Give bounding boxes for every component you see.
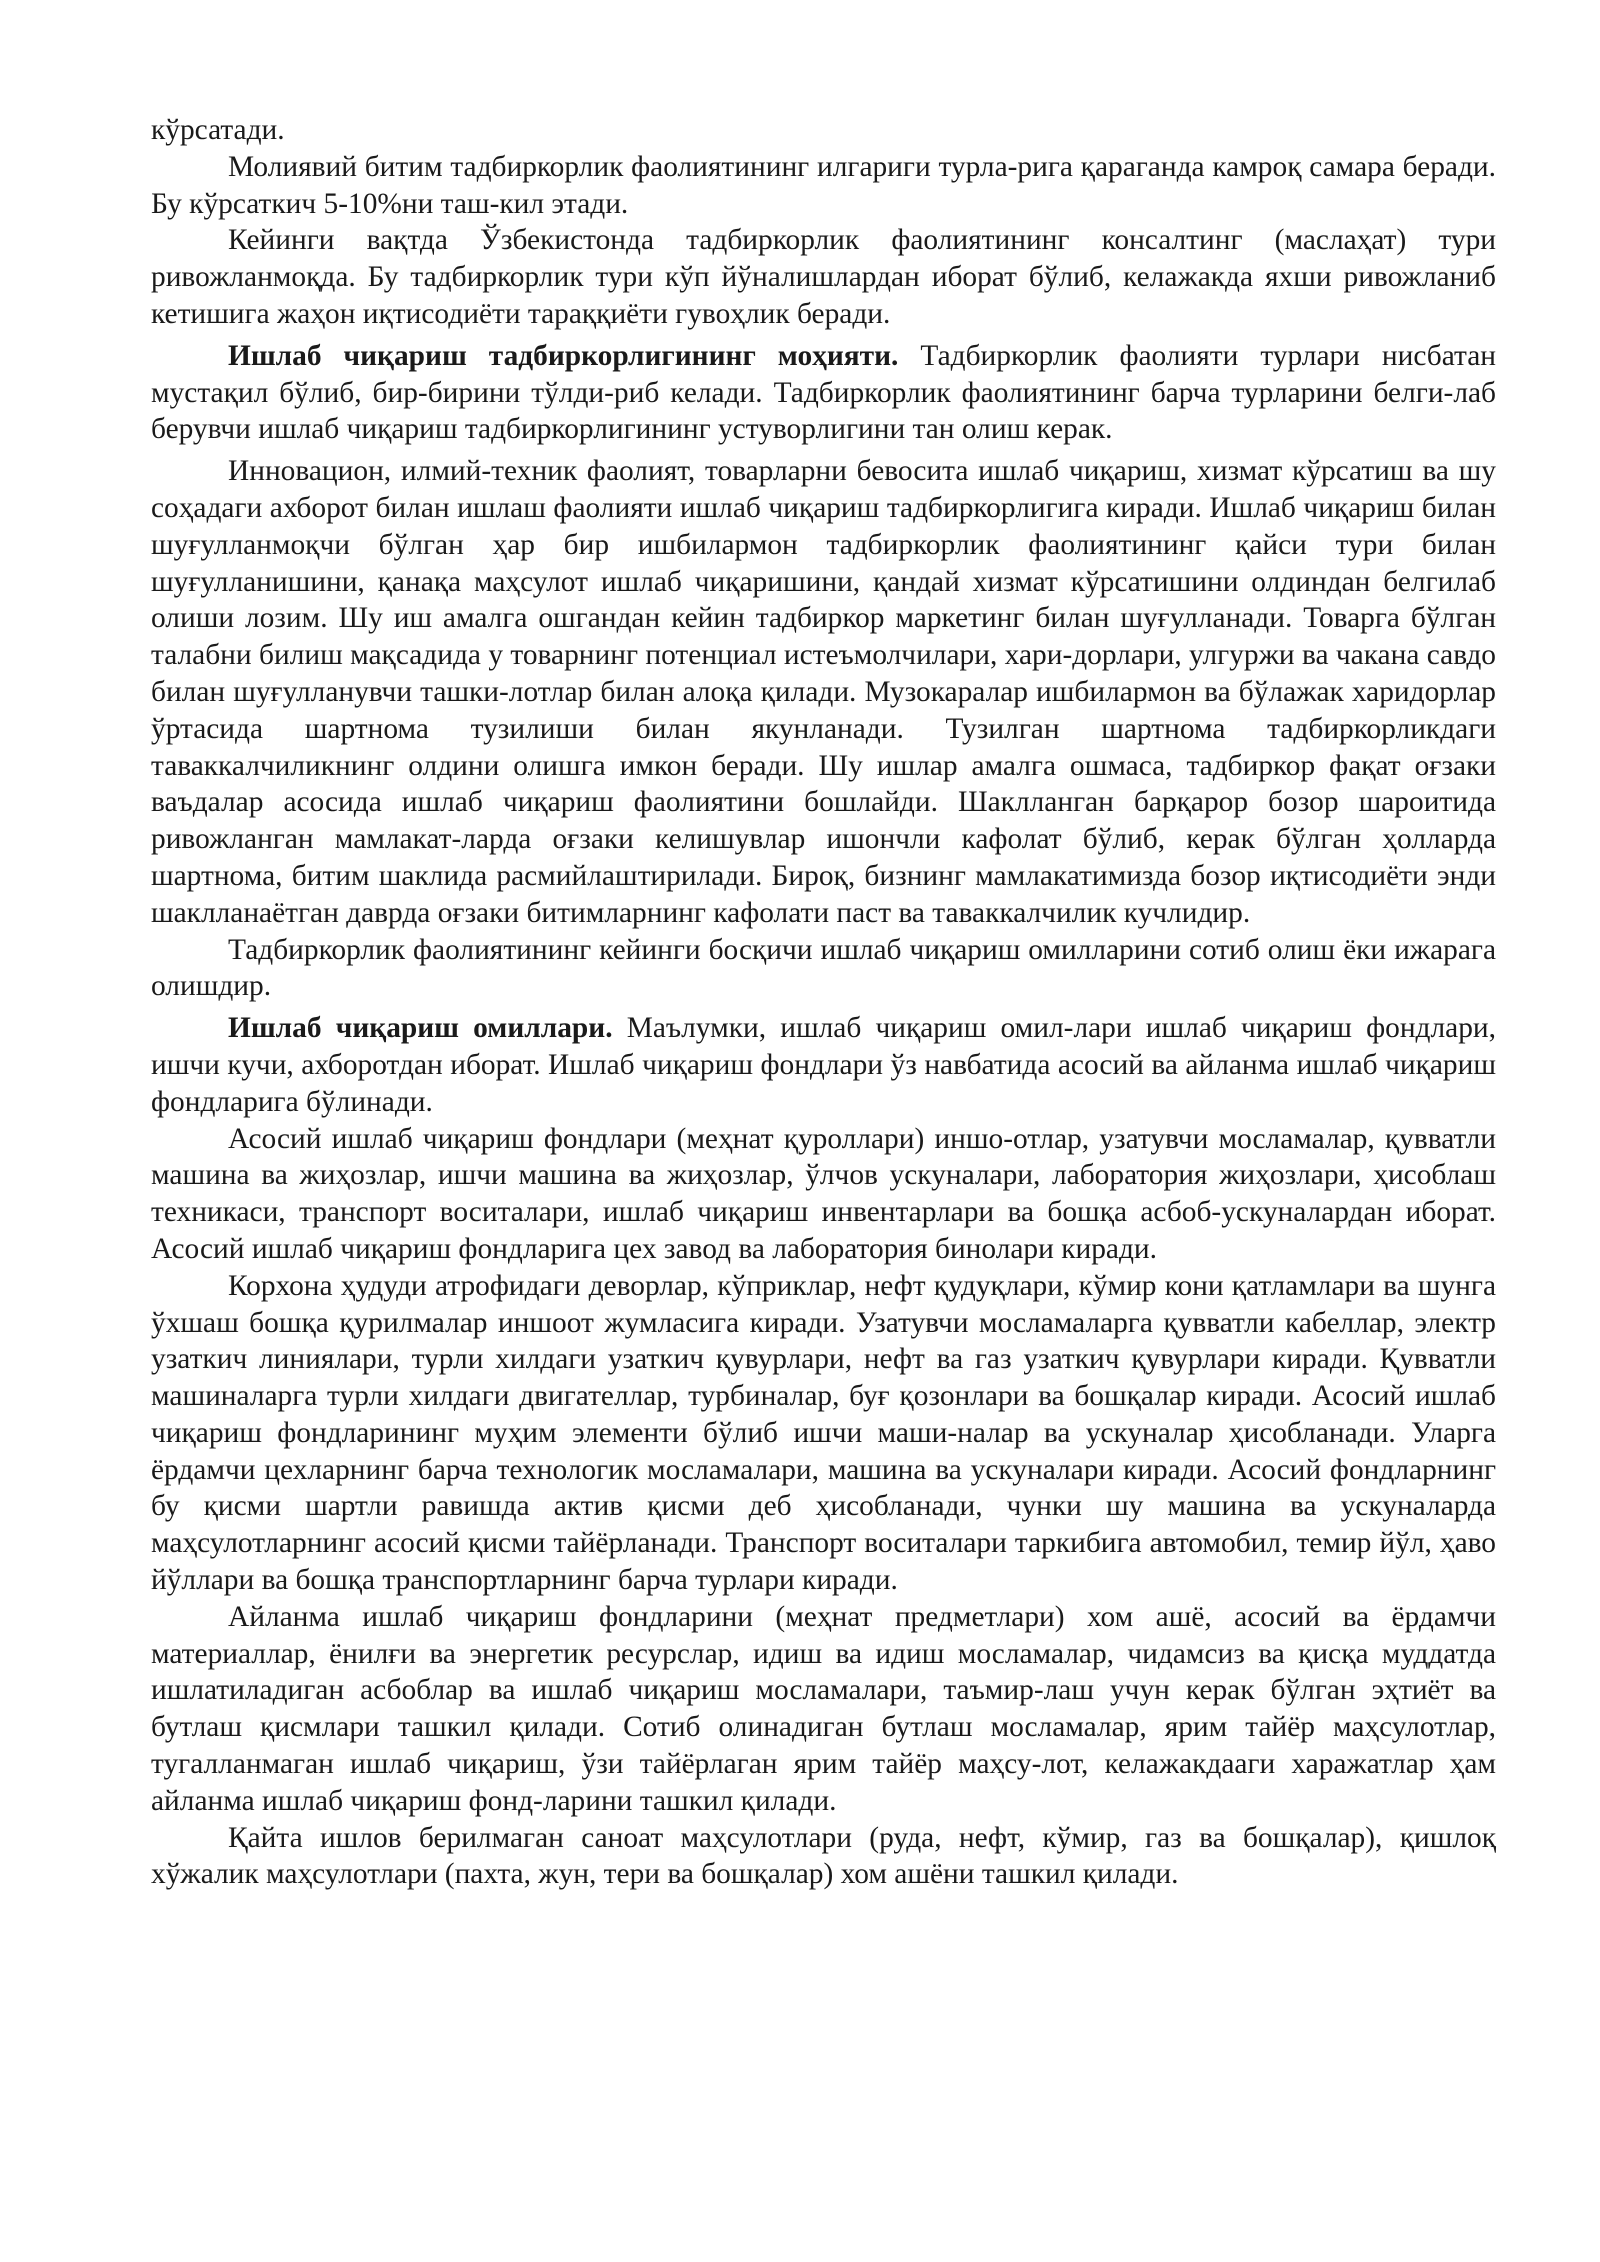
paragraph-heading: Ишлаб чиқариш омиллари. (228, 1012, 613, 1045)
paragraph-text: Айланма ишлаб чиқариш фондларини (меҳнат предметлари) хом ашё, асосий ва ёрдамчи материаллар, ёнилғи ва энергетик ресурслар, идиш ва идиш мосламалар, чидамсиз ва қисқа муддатда ишлатиладиган асбоблар ва ишлаб чиқариш мосламалари, таъмир-лаш учун керак бўлган эҳтиёт ва бутлаш қисмлари ташкил қилади. Сотиб олинадиган бутлаш мосламалар, ярим тайёр маҳсулотлар, тугалланмаган ишлаб чиқариш, ўзи тайёрлаган ярим тайёр маҳсу-лот, келажакдааги харажатлар ҳам айланма ишлаб чиқариш фонд-ларини ташкил қилади. (151, 1600, 1496, 1817)
paragraph-production-factors (151, 1010, 1496, 1120)
paragraph-text: кўрсатади. (151, 114, 285, 146)
paragraph-text: Молиявий битим тадбиркорлик фаолиятининг илгариги турла-рига қараганда камроқ самара беради. Бу кўрсаткич 5-10%ни таш-кил этади. (151, 150, 1496, 220)
paragraph-next-stage (151, 932, 1496, 1006)
paragraph-text: Корхона ҳудуди атрофидаги деворлар, кўприклар, нефт қудуқлари, кўмир кони қатламлари ва шунга ўхшаш бошқа қурилмалар иншоот жумласига киради. Узатувчи мосламаларга қувватли кабеллар, электр узаткич линиялари, турли хилдаги узаткич қувурлари, нефт ва газ узаткич қувурлари киради. Қувватли машиналарга турли хилдаги двигателлар, турбиналар, буғ қозонлари ва бошқалар киради. Асосий ишлаб чиқариш фондларининг муҳим элементи бўлиб ишчи маши-налар ва ускуналар ҳисобланади. Уларга ёрдамчи цехларнинг барча технологик мосламалари, машина ва ускуналари киради. Асосий фондларнинг бу қисми шартли равишда актив қисми деб ҳисобланади, чунки шу машина ва ускуналарда маҳсулотларнинг асосий қисми тайёрланади. Транспорт воситалари таркибига автомобил, темир йўл, ҳаво йўллари ва бошқа транспортларнинг барча турлари киради. (151, 1269, 1496, 1597)
paragraph-innovation (151, 453, 1496, 931)
paragraph-text: Қайта ишлов берилмаган саноат маҳсулотлари (руда, нефт, кўмир, газ ва бошқалар), қишлоқ хўжалик маҳсулотлари (пахта, жун, тери ва бошқалар) хом ашёни ташкил қилади. (151, 1821, 1496, 1891)
paragraph-text: Асосий ишлаб чиқариш фондлари (меҳнат қуроллари) иншо-отлар, узатувчи мосламалар, қувватли машина ва жиҳозлар, ишчи машина ва жиҳозлар, ўлчов ускуналари, лаборатория жиҳозлари, ҳисоблаш техникаси, транспорт воситалари, ишлаб чиқариш инвентарлари ва бошқа асбоб-ускуналардан иборат. Асосий ишлаб чиқариш фондларига цех завод ва лаборатория бинолари киради. (151, 1122, 1496, 1265)
paragraph-consulting (151, 222, 1496, 332)
paragraph-fixed-assets (151, 1121, 1496, 1268)
paragraph-raw-materials (151, 1820, 1496, 1894)
paragraph-structures (151, 1268, 1496, 1599)
paragraph-text: Кейинги вақтда Ўзбекистонда тадбиркорлик фаолиятининг консалтинг (маслаҳат) тури ривожланмоқда. Бу тадбиркорлик тури кўп йўналишлардан иборат бўлиб, келажакда яхши ривожланиб кетишига жаҳон иқтисодиёти тараққиёти гувоҳлик беради. (151, 224, 1496, 330)
paragraph-text: Маълумки, ишлаб чиқариш омил-лари ишлаб чиқариш фондлари, ишчи кучи, ахборотдан иборат. Ишлаб чиқариш фондлари ўз навбатида асосий ва айланма ишлаб чиқариш фондларига бўлинади. (151, 1012, 1496, 1118)
paragraph-financial-deal (151, 149, 1496, 223)
paragraph-text: Инновацион, илмий-техник фаолият, товарларни бевосита ишлаб чиқариш, хизмат кўрсатиш ва шу соҳадаги ахборот билан ишлаш фаолияти ишлаб чиқариш тадбиркорлигига киради. Ишлаб чиқариш билан шуғулланмоқчи бўлган ҳар бир ишбилармон тадбиркорлик фаолиятининг қайси тури билан шуғулланишини, қанақа маҳсулот ишлаб чиқаришини, қандай хизмат кўрсатишини олдиндан белгилаб олиши лозим. Шу иш амалга ошгандан кейин тадбиркор маркетинг билан шуғулланади. Товарга бўлган талабни билиш мақсадида у товарнинг потенциал истеъмолчилари, хари-дорлари, улгуржи ва чакана савдо билан шуғулланувчи ташки-лотлар билан алоқа қилади. Музокаралар ишбилармон ва бўлажак харидорлар ўртасида шартнома тузилиши билан якунланади. Тузилган шартнома тадбиркорликдаги таваккалчиликнинг олдини олишга имкон беради. Шу ишлар амалга ошмаса, тадбиркор фақат оғзаки ваъдалар асосида ишлаб чиқариш фаолиятини бошлайди. Шаклланган барқарор бозор шароитида ривожланган мамлакат-ларда оғзаки келишувлар ишончли кафолат бўлиб, керак бўлган ҳолларда шартнома, битим шаклида расмийлаштирилади. Бироқ, бизнинг мамлакатимизда бозор иқтисодиёти энди шаклланаётган даврда оғзаки битимларнинг кафолати паст ва таваккалчилик кучлидир. (151, 455, 1496, 929)
paragraph-text: Тадбиркорлик фаолиятининг кейинги босқичи ишлаб чиқариш омилларини сотиб олиш ёки ижарага олишдир. (151, 933, 1496, 1003)
paragraph-production-essence (151, 338, 1496, 448)
paragraph-continuation (151, 112, 1496, 149)
paragraph-heading: Ишлаб чиқариш тадбиркорлигининг моҳияти. (228, 339, 899, 372)
paragraph-working-capital (151, 1599, 1496, 1820)
document-page (151, 112, 1496, 1893)
paragraph-text: Тадбиркорлик фаолияти турлари нисбатан мустақил бўлиб, бир-бирини тўлди-риб келади. Тадбиркорлик фаолиятининг барча турларини белги-лаб берувчи ишлаб чиқариш тадбиркорлигининг устуворлигини тан олиш керак. (151, 339, 1496, 446)
